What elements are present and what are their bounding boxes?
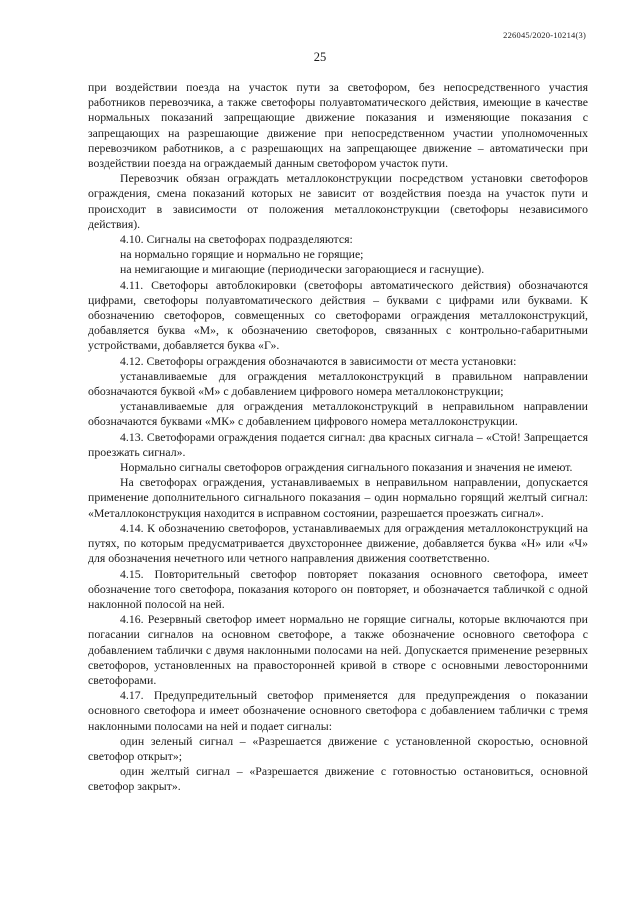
paragraph: 4.15. Повторительный светофор повторяет показания основного светофора, имеет обозначение того светофора, показания которого он повторяет, и обозначается табличкой с одной наклонной полосой на ней.: [88, 566, 588, 611]
paragraph: при воздействии поезда на участок пути за светофором, без непосредственного участия работников перевозчика, а также светофоры полуавтоматического действия, имеющие в качестве нормальных показаний запрещающие движение показания и изменяющие показания с запрещающих на разрешающие движение при непосредственном участии уполномоченных перевозчиком работников, а с разрешающих на запрещающее движение – автоматически при воздействии поезда на ограждаемый данным светофором участок пути.: [88, 80, 588, 171]
paragraph: на нормально горящие и нормально не горящие;: [120, 247, 364, 262]
paragraph: На светофорах ограждения, устанавливаемых в неправильном направлении, допускается применение дополнительного сигнального показания – один нормально горящий желтый сигнал: «Металлоконструкция находится в исправном состоянии, разрешается проезжать сигнал».: [88, 475, 588, 520]
paragraph: 4.10. Сигналы на светофорах подразделяются:: [120, 232, 353, 247]
paragraph: один желтый сигнал – «Разрешается движение с готовностью остановиться, основной светофор закрыт».: [88, 764, 588, 794]
document-body: [88, 80, 588, 795]
paragraph: 4.11. Светофоры автоблокировки (светофоры автоматического действия) обозначаются цифрами, светофоры полуавтоматического действия – буквами с цифрами или буквами. К обозначению светофоров, совмещенных со светофорами ограждения металлоконструкций, добавляется буква «М», к обозначению светофоров, связанных с контрольно-габаритными устройствами, добавляется буква «Г».: [88, 277, 588, 353]
paragraph: 4.17. Предупредительный светофор применяется для предупреждения о показании основного светофора и имеет обозначение основного светофора с добавлением таблички с тремя наклонными полосами на ней и подает сигналы:: [88, 688, 588, 733]
paragraph: один зеленый сигнал – «Разрешается движение с установленной скоростью, основной светофор открыт»;: [88, 733, 588, 763]
paragraph: устанавливаемые для ограждения металлоконструкций в правильном направлении обозначаются буквой «М» с добавлением цифрового номера металлоконструкции;: [88, 368, 588, 399]
page-number: 25: [313, 50, 327, 64]
paragraph: устанавливаемые для ограждения металлоконструкций в неправильном направлении обозначаются буквами «МК» с добавлением цифрового номера металлоконструкции.: [88, 399, 588, 429]
paragraph: на немигающие и мигающие (периодически загорающиеся и гаснущие).: [120, 262, 485, 277]
document-number: 226045/2020-10214(3): [503, 30, 586, 40]
paragraph: 4.14. К обозначению светофоров, устанавливаемых для ограждения металлоконструкций на путях, по которым предусматривается двухстороннее движение, добавляется буква «Н» или «Ч» для обозначения нечетного или четного направления движения соответственно.: [88, 520, 588, 566]
paragraph: 4.13. Светофорами ограждения подается сигнал: два красных сигнала – «Стой! Запрещается проезжать сигнал».: [88, 429, 588, 459]
paragraph: Нормально сигналы светофоров ограждения сигнального показания и значения не имеют.: [120, 460, 573, 475]
paragraph: Перевозчик обязан ограждать металлоконструкции посредством установки светофоров ограждения, смена показаний которых не зависит от воздействия поезда на участок пути и происходит в зависимости от положения металлоконструкции (светофоры независимого действия).: [88, 171, 588, 231]
paragraph: 4.12. Светофоры ограждения обозначаются в зависимости от места установки:: [120, 353, 517, 368]
paragraph: 4.16. Резервный светофор имеет нормально не горящие сигналы, которые включаются при погасании сигналов на основном светофоре, а также обозначение основного светофора с добавлением таблички с двумя наклонными полосами на ней. Допускается применение резервных светофоров, установленных на правосторонней кривой в створе с основными левосторонними светофорами.: [88, 612, 588, 687]
